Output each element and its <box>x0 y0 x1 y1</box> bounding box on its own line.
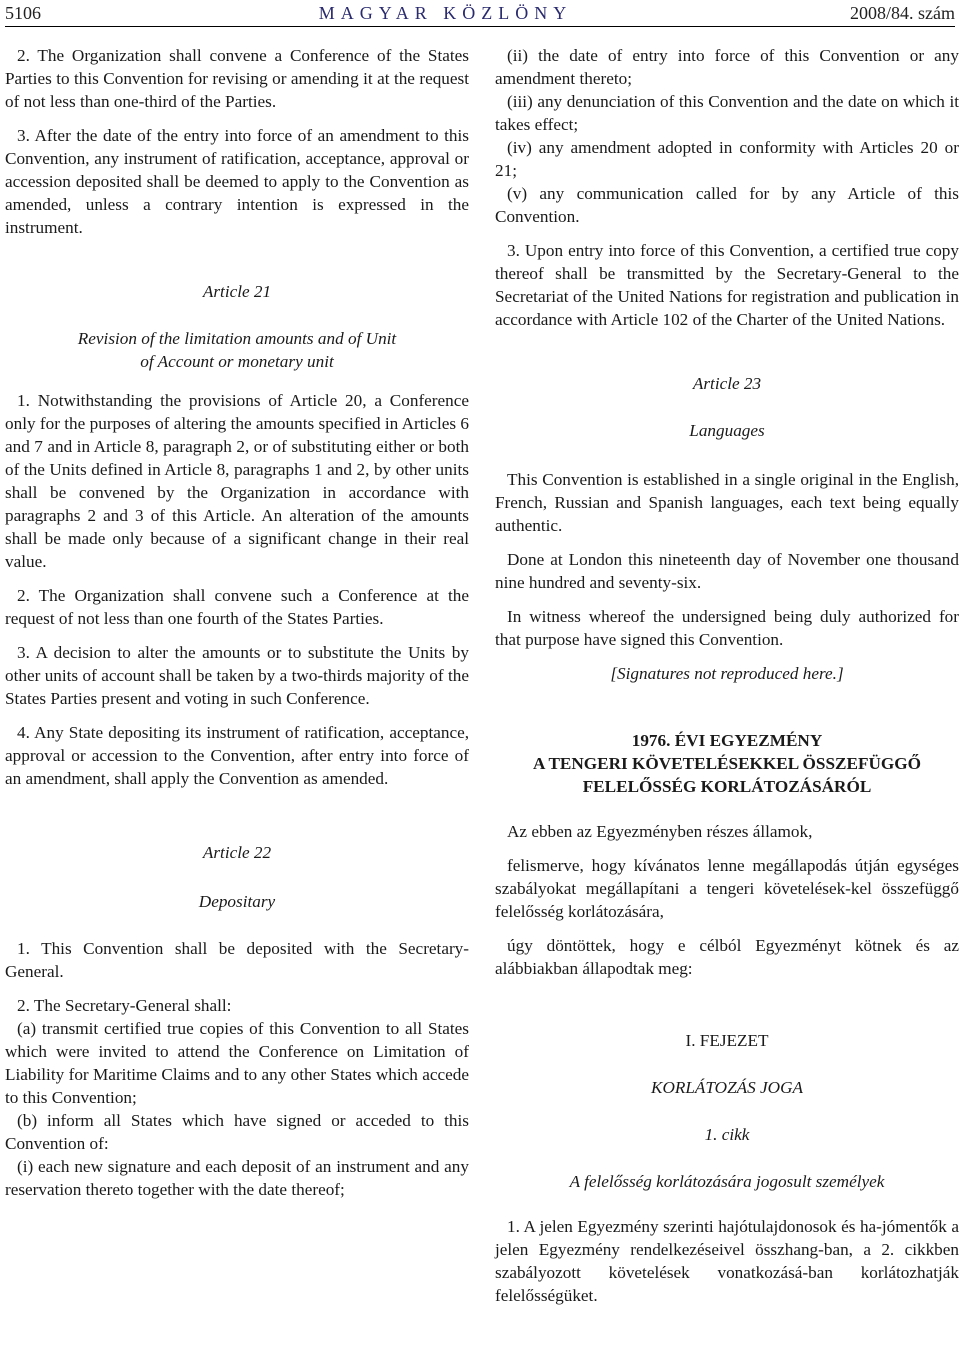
paragraph: 2. The Organization shall convene such a Conference at the request of not less than one fourth of the States Parties. <box>5 586 469 628</box>
article-21-title: Article 21 <box>202 282 272 301</box>
chapter-number: I. FEJEZET <box>685 1031 769 1050</box>
right-column <box>495 44 959 1318</box>
paragraph: (iii) any denunciation of this Convention and the date on which it takes effect; <box>495 92 959 134</box>
article-23-title: Article 23 <box>692 374 762 393</box>
issue-number: 2008/84. szám <box>850 2 955 23</box>
paragraph: 1. A jelen Egyezmény szerinti hajótulajdonosok és ha-jómentők a jelen Egyezmény rendelkezéseivel összhang-ban, a 2. cikkben szabályozott követelések vonatkozásá-ban korlátozhatják felelősségüket. <box>495 1217 959 1305</box>
paragraph: Done at London this nineteenth day of November one thousand nine hundred and seventy-six. <box>495 550 959 592</box>
paragraph: (v) any communication called for by any Article of this Convention. <box>495 184 959 226</box>
article-22-subtitle: Depositary <box>198 892 276 911</box>
paragraph: (iv) any amendment adopted in conformity with Articles 20 or 21; <box>495 138 959 180</box>
paragraph: (b) inform all States which have signed or acceded to this Convention of: <box>5 1111 469 1153</box>
article-22-title: Article 22 <box>202 843 272 862</box>
article-23-subtitle: Languages <box>689 421 765 440</box>
paragraph: úgy döntöttek, hogy e célból Egyezményt kötnek és az alábbiakban állapodtak meg: <box>495 936 959 978</box>
page-header <box>5 0 955 27</box>
paragraph: This Convention is established in a single original in the English, French, Russian and Spanish languages, each text being equally authentic. <box>495 470 959 535</box>
journal-title: MAGYAR KÖZLÖNY <box>318 2 573 23</box>
paragraph: (a) transmit certified true copies of this Convention to all States which were invited to attend the Conference on Limitation of Liability for Maritime Claims and to any other States which accede to this Convention; <box>5 1019 469 1107</box>
paragraph: Az ebben az Egyezményben részes államok, <box>507 822 813 841</box>
paragraph: 4. Any State depositing its instrument of ratification, acceptance, approval or accession to the Convention, after entry into force of an amendment, shall apply the Convention as amended. <box>5 723 469 788</box>
left-column <box>5 44 469 1201</box>
paragraph: 2. The Secretary-General shall: <box>17 996 232 1015</box>
hungarian-title-line-2: A TENGERI KÖVETELÉSEKKEL ÖSSZEFÜGGŐ <box>533 754 921 773</box>
article-1-subtitle: A felelősség korlátozására jogosult személyek <box>569 1172 885 1191</box>
article-21-subtitle-2: of Account or monetary unit <box>140 352 334 371</box>
hungarian-title-line-3: FELELŐSSÉG KORLÁTOZÁSÁRÓL <box>582 777 872 796</box>
article-1-title: 1. cikk <box>704 1125 750 1144</box>
paragraph: 3. A decision to alter the amounts or to substitute the Units by other units of account shall be taken by a two-thirds majority of the States Parties present and voting in such Conference. <box>5 643 469 708</box>
hungarian-title-line-1: 1976. ÉVI EGYEZMÉNY <box>631 731 823 750</box>
article-21-subtitle-1: Revision of the limitation amounts and of Unit <box>77 329 397 348</box>
signatures-note: [Signatures not reproduced here.] <box>610 664 844 683</box>
paragraph: (ii) the date of entry into force of this Convention or any amendment thereto; <box>495 46 959 88</box>
paragraph: 3. After the date of the entry into force of an amendment to this Convention, any instrument of ratification, acceptance, approval or accession deposited shall be deemed to apply to the Convention as amended, unless a contrary intention is expressed in the instrument. <box>5 126 469 237</box>
paragraph: 2. The Organization shall convene a Conference of the States Parties to this Convention for revising or amending it at the request of not less than one-third of the Parties. <box>5 46 469 111</box>
paragraph: (i) each new signature and each deposit of an instrument and any reservation thereto together with the date thereof; <box>5 1157 469 1199</box>
paragraph: 1. Notwithstanding the provisions of Article 20, a Conference only for the purposes of altering the amounts specified in Articles 6 and 7 and in Article 8, paragraph 2, or of substituting either or both of the Units defined in Article 8, paragraphs 1 and 2, by other units shall be convened by the Organization in accordance with paragraphs 2 and 3 of this Article. An alteration of the amounts shall be made only because of a significant change in their real value. <box>5 391 469 571</box>
paragraph: 3. Upon entry into force of this Convention, a certified true copy thereof shall be transmitted by the Secretary-General to the Secretariat of the United Nations for registration and publication in accordance with Article 102 of the Charter of the United Nations. <box>495 241 959 329</box>
chapter-title: KORLÁTOZÁS JOGA <box>651 1078 803 1097</box>
paragraph: 1. This Convention shall be deposited with the Secretary-General. <box>5 939 469 981</box>
paragraph: felismerve, hogy kívánatos lenne megállapodás útján egységes szabályokat megállapítani a tengeri követelések-kel összefüggő felelősség korlátozására, <box>495 856 959 921</box>
page-number: 5106 <box>5 2 41 23</box>
paragraph: In witness whereof the undersigned being duly authorized for that purpose have signed this Convention. <box>495 607 959 649</box>
